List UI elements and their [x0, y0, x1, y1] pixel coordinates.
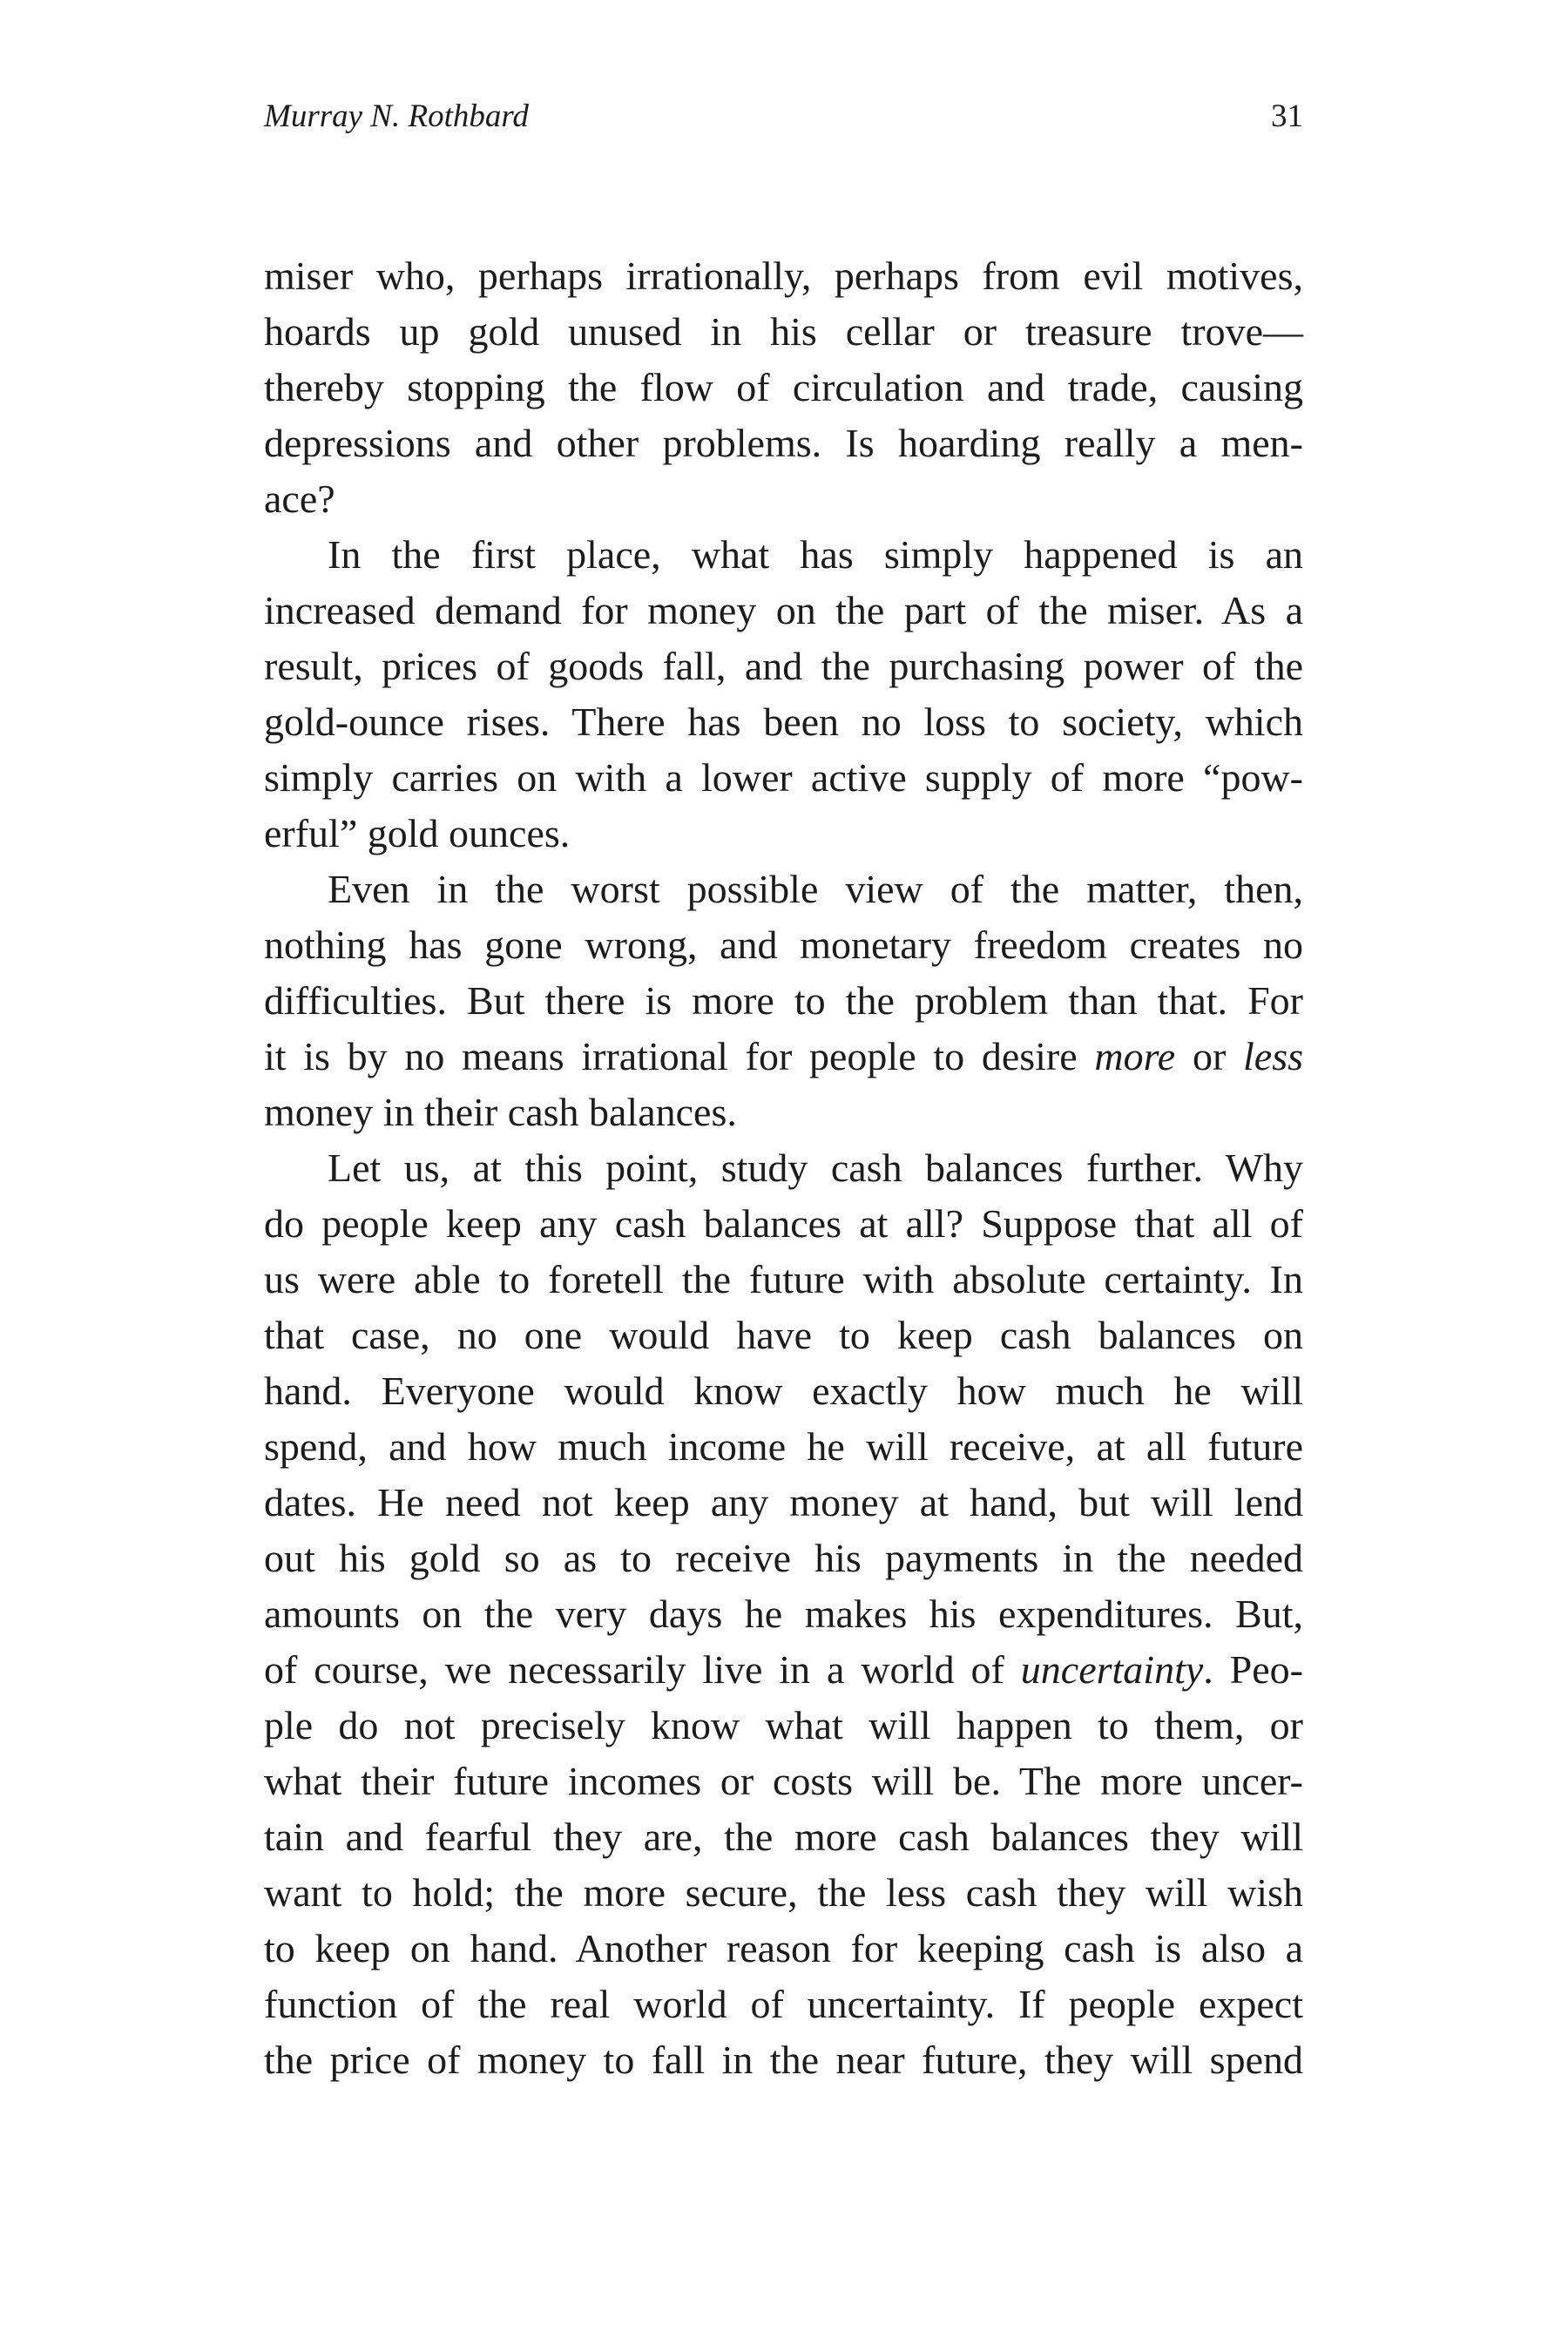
text-line: tain and fearful they are, the more cash balances they will	[264, 1815, 1303, 1859]
paragraph-4	[264, 1140, 1303, 2088]
text-line: miser who, perhaps irrationally, perhaps from evil motives,	[264, 253, 1303, 298]
text-line: ace?	[264, 476, 335, 521]
text-line: money in their cash balances.	[264, 1090, 737, 1134]
text-line: erful” gold ounces.	[264, 811, 571, 855]
text-line: want to hold; the more secure, the less cash they will wish	[264, 1870, 1303, 1915]
emphasis-less: less	[1243, 1034, 1303, 1078]
text-line: to keep on hand. Another reason for keeping cash is also a	[264, 1926, 1303, 1970]
text-line: function of the real world of uncertainty. If people expect	[264, 1982, 1303, 2026]
text-line: hand. Everyone would know exactly how much he will	[264, 1369, 1303, 1413]
emphasis-more: more	[1094, 1034, 1176, 1078]
text-line: hoards up gold unused in his cellar or treasure trove—	[264, 309, 1303, 354]
paragraph-2	[264, 527, 1303, 862]
text-run: it is by no means irrational for people to desire	[264, 1034, 1095, 1078]
text-run: or	[1175, 1034, 1243, 1078]
text-run: of course, we necessarily live in a world of	[264, 1647, 1021, 1692]
text-line: gold-ounce rises. There has been no loss to society, which	[264, 700, 1303, 744]
text-line: simply carries on with a lower active supply of more “pow-	[264, 755, 1303, 800]
paragraph-1	[264, 248, 1303, 527]
text-line: depressions and other problems. Is hoarding really a men-	[264, 421, 1303, 465]
text-line: thereby stopping the flow of circulation and trade, causing	[264, 365, 1303, 409]
running-head-author: Murray N. Rothbard	[264, 98, 529, 134]
page-number: 31	[1271, 98, 1303, 134]
text-line: result, prices of goods fall, and the purchasing power of the	[264, 644, 1303, 688]
text-line: what their future incomes or costs will be. The more uncer-	[264, 1759, 1303, 1803]
body-text	[264, 248, 1303, 2088]
text-line: out his gold so as to receive his payments in the needed	[264, 1536, 1303, 1580]
text-line: do people keep any cash balances at all? Suppose that all of	[264, 1201, 1303, 1246]
text-line: that case, no one would have to keep cash balances on	[264, 1313, 1303, 1357]
emphasis-uncertainty: uncertainty	[1020, 1647, 1204, 1692]
text-line: Even in the worst possible view of the matter, then,	[328, 867, 1303, 911]
text-line: increased demand for money on the part of the miser. As a	[264, 588, 1303, 632]
paragraph-3	[264, 862, 1303, 1140]
text-line: us were able to foretell the future with absolute certainty. In	[264, 1257, 1303, 1301]
text-line: the price of money to fall in the near future, they will spend	[264, 2038, 1303, 2082]
text-line: spend, and how much income he will receive, at all future	[264, 1424, 1303, 1469]
text-line: Let us, at this point, study cash balances further. Why	[328, 1146, 1303, 1190]
text-line	[264, 1642, 1303, 1698]
running-head	[264, 91, 1303, 143]
text-line: difficulties. But there is more to the problem than that. For	[264, 978, 1303, 1023]
text-line: In the first place, what has simply happened is an	[328, 532, 1303, 577]
text-line: amounts on the very days he makes his expenditures. But,	[264, 1592, 1303, 1636]
text-line: nothing has gone wrong, and monetary freedom creates no	[264, 923, 1303, 967]
text-line: dates. He need not keep any money at hand, but will lend	[264, 1480, 1303, 1524]
text-line: ple do not precisely know what will happen to them, or	[264, 1703, 1303, 1747]
text-line	[264, 1029, 1303, 1085]
text-run: . Peo-	[1203, 1647, 1303, 1692]
